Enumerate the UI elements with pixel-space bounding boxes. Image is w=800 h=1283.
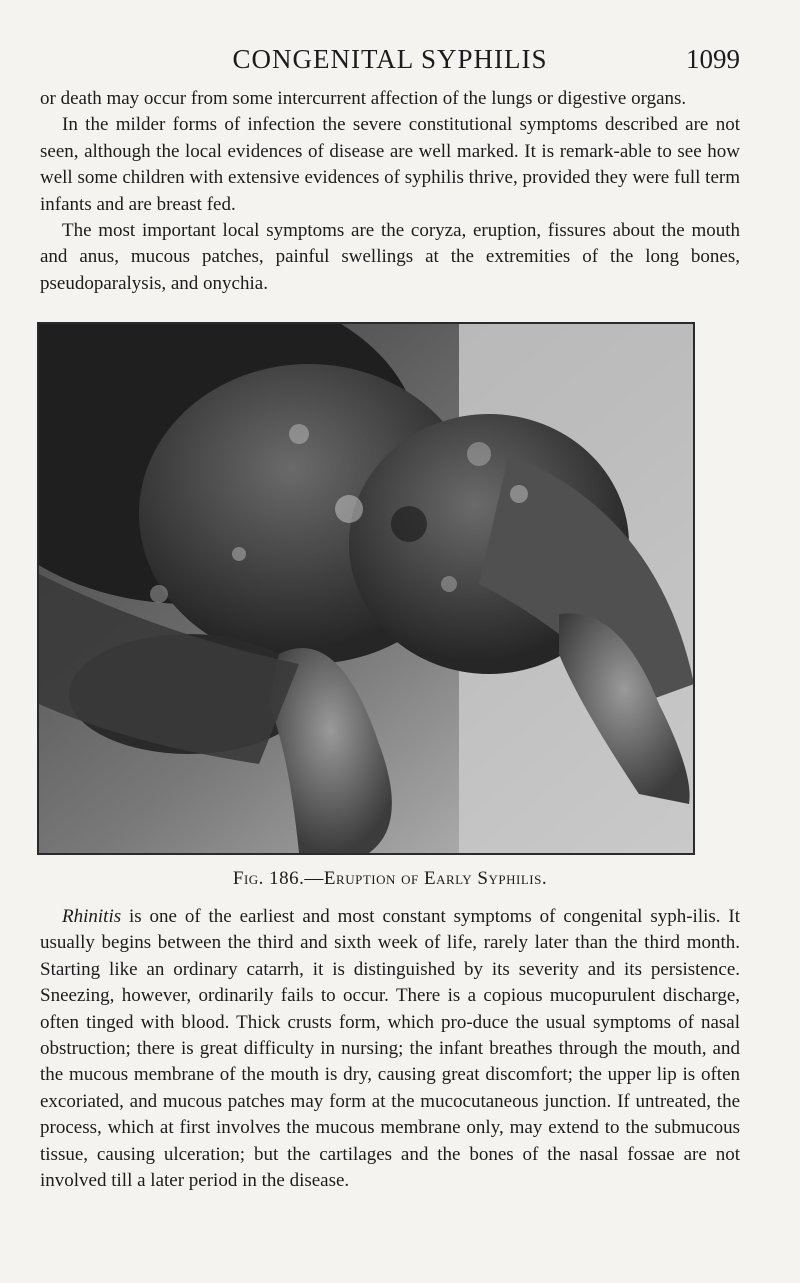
paragraph bbox=[40, 904, 740, 1194]
paragraph-body: is one of the earliest and most constant symptoms of congenital syph-ilis. It usually begins between the third and sixth week of life, rarely later than the third month. Starting like an ordinary catarrh, it is distinguished by its severity and its persistence. Sneezing, however, ordinarily fails to occur. There is a copious mucopurulent discharge, often tinged with blood. Thick crusts form, which pro-duce the usual symptoms of nasal obstruction; there is great difficulty in nursing; the infant breathes through the mouth, and the mucous membrane of the mouth is dry, causing great discomfort; the upper lip is often excoriated, and mucous patches may form at the mucocutaneous junction. If untreated, the process, which at first involves the mucous membrane only, may extend to the submucous tissue, causing ulceration; but the cartilages and the bones of the nasal fossae are not involved till a later period in the disease. bbox=[40, 906, 740, 1192]
page-number: 1099 bbox=[686, 44, 740, 74]
italic-term: Rhinitis bbox=[62, 906, 122, 927]
infant-photo-illustration bbox=[39, 324, 693, 853]
text-block-top bbox=[40, 86, 740, 297]
paragraph: In the milder forms of infection the severe constitutional symptoms described are not seen, although the local evidences of disease are well marked. It is remark-able to see how well some children with extensive evidences of syphilis thrive, provided they were full term infants and are breast fed. bbox=[40, 114, 740, 215]
paragraph: or death may occur from some intercurrent affection of the lungs or digestive organs. bbox=[40, 88, 687, 109]
running-head: CONGENITAL SYPHILIS bbox=[232, 44, 548, 74]
paragraph: The most important local symptoms are the coryza, eruption, fissures about the mouth and anus, mucous patches, painful swellings at the extremities of the long bones, pseudoparalysis, and onychia. bbox=[40, 220, 740, 294]
figure-caption: Fig. 186.—Eruption of Early Syphilis. bbox=[232, 868, 548, 889]
figure-photograph bbox=[37, 322, 695, 855]
page-header bbox=[40, 44, 740, 78]
text-block-bottom bbox=[40, 904, 740, 1194]
